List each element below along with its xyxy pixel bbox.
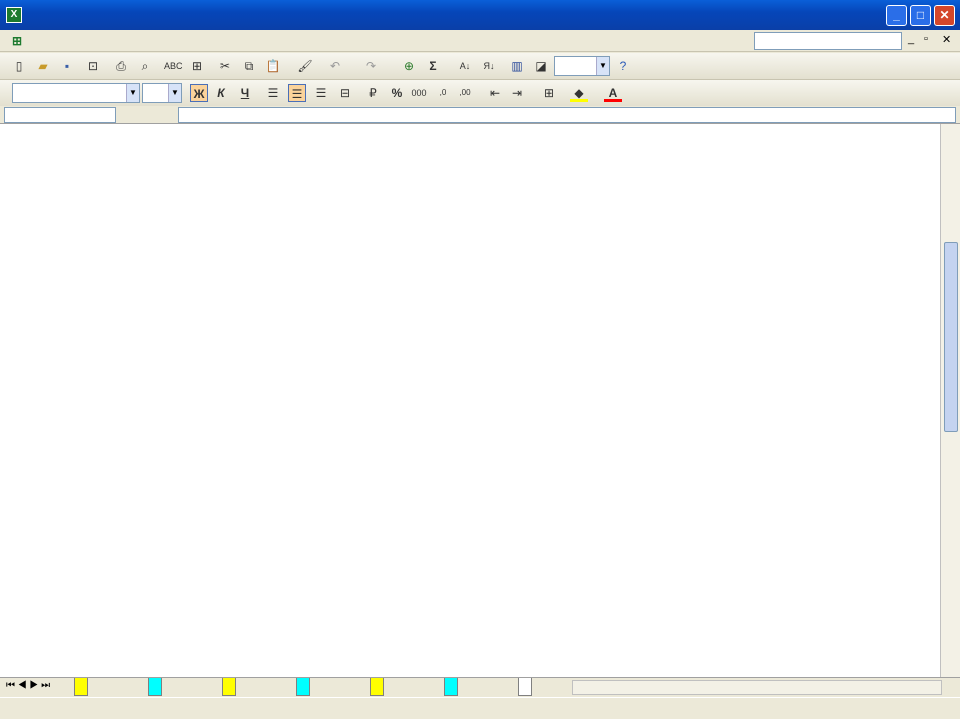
- fill-color-icon[interactable]: ◆: [570, 84, 588, 102]
- sort-desc-icon[interactable]: Я↓: [483, 61, 495, 71]
- copy-icon[interactable]: ⧉: [244, 59, 254, 73]
- chart-wizard-icon[interactable]: ▥: [511, 59, 523, 73]
- maximize-button[interactable]: □: [910, 5, 931, 26]
- scroll-thumb[interactable]: [944, 242, 958, 432]
- tab-sheet-7[interactable]: [296, 678, 310, 696]
- align-left-icon[interactable]: ☰: [267, 86, 279, 100]
- hyperlink-icon[interactable]: ⊕: [403, 59, 415, 73]
- doc-minimize-icon[interactable]: _: [908, 33, 915, 45]
- sheet-tab-bar: [0, 677, 960, 697]
- print-icon[interactable]: ⎙: [116, 59, 126, 73]
- new-icon[interactable]: ▯: [15, 59, 23, 73]
- save-icon[interactable]: ▪: [64, 59, 70, 73]
- excel-app-icon[interactable]: X: [6, 7, 22, 23]
- borders-icon[interactable]: ⊞: [543, 86, 555, 100]
- help-search-input[interactable]: [754, 32, 902, 50]
- font-name-select[interactable]: [12, 83, 140, 103]
- formatting-toolbar: [0, 80, 960, 107]
- formula-input[interactable]: [178, 107, 956, 123]
- print-preview-icon[interactable]: ⌕: [141, 59, 149, 73]
- bold-button[interactable]: Ж: [190, 84, 208, 102]
- minimize-button[interactable]: _: [886, 5, 907, 26]
- zoom-select[interactable]: [554, 56, 610, 76]
- name-box[interactable]: [4, 107, 116, 123]
- increase-indent-icon[interactable]: ⇥: [511, 86, 523, 100]
- percent-icon[interactable]: %: [391, 86, 403, 100]
- title-bar: [0, 0, 960, 30]
- open-icon[interactable]: ▰: [38, 59, 48, 73]
- research-icon[interactable]: ⊞: [191, 59, 203, 73]
- tab-sheet-9[interactable]: [444, 678, 458, 696]
- format-painter-icon[interactable]: 🖌: [297, 59, 313, 73]
- formula-bar: [0, 106, 960, 124]
- chevron-down-icon: ▼: [126, 84, 139, 102]
- doc-restore-icon[interactable]: ▫: [924, 33, 928, 45]
- undo-icon[interactable]: ↶: [329, 59, 341, 73]
- worksheet-grid[interactable]: [0, 124, 940, 677]
- close-button[interactable]: ✕: [934, 5, 955, 26]
- drawing-icon[interactable]: ◪: [535, 59, 547, 73]
- align-right-icon[interactable]: ☰: [315, 86, 327, 100]
- status-bar: [0, 697, 960, 719]
- doc-close-icon[interactable]: ✕: [942, 34, 952, 46]
- tab-sheet-10[interactable]: [518, 678, 532, 696]
- chevron-down-icon: ▼: [168, 84, 181, 102]
- tab-nav-icon[interactable]: ⏮ ◀ ▶ ⏭: [6, 680, 51, 691]
- tab-sheet-8[interactable]: [370, 678, 384, 696]
- tab-sheet-4[interactable]: [74, 678, 88, 696]
- decrease-indent-icon[interactable]: ⇤: [489, 86, 501, 100]
- spelling-icon[interactable]: ABC: [164, 61, 183, 71]
- menu-bar: [0, 30, 960, 52]
- tab-sheet-5[interactable]: [148, 678, 162, 696]
- horizontal-scrollbar[interactable]: [572, 680, 942, 695]
- autosum-icon[interactable]: Σ: [429, 59, 437, 73]
- font-size-select[interactable]: [142, 83, 182, 103]
- workbook-icon[interactable]: ⊞: [11, 34, 23, 48]
- currency-icon[interactable]: ₽: [369, 86, 377, 100]
- cut-icon[interactable]: ✂: [219, 59, 231, 73]
- sort-asc-icon[interactable]: А↓: [459, 61, 471, 71]
- increase-decimal-icon[interactable]: ,0: [439, 88, 447, 97]
- standard-toolbar: [0, 53, 960, 80]
- help-icon[interactable]: ?: [619, 59, 627, 73]
- permission-icon[interactable]: ⊡: [87, 59, 99, 73]
- underline-button[interactable]: Ч: [240, 86, 250, 100]
- paste-icon[interactable]: 📋: [265, 59, 281, 73]
- tab-sheet-6[interactable]: [222, 678, 236, 696]
- font-color-icon[interactable]: A: [604, 84, 622, 102]
- decrease-decimal-icon[interactable]: ,00: [459, 88, 471, 97]
- thousands-icon[interactable]: 000: [411, 88, 427, 98]
- chevron-down-icon: ▼: [596, 57, 609, 75]
- italic-button[interactable]: К: [217, 86, 225, 100]
- vertical-scrollbar[interactable]: [940, 124, 960, 677]
- merge-center-icon[interactable]: ⊟: [339, 86, 351, 100]
- redo-icon[interactable]: ↷: [365, 59, 377, 73]
- align-center-icon[interactable]: ☰: [288, 84, 306, 102]
